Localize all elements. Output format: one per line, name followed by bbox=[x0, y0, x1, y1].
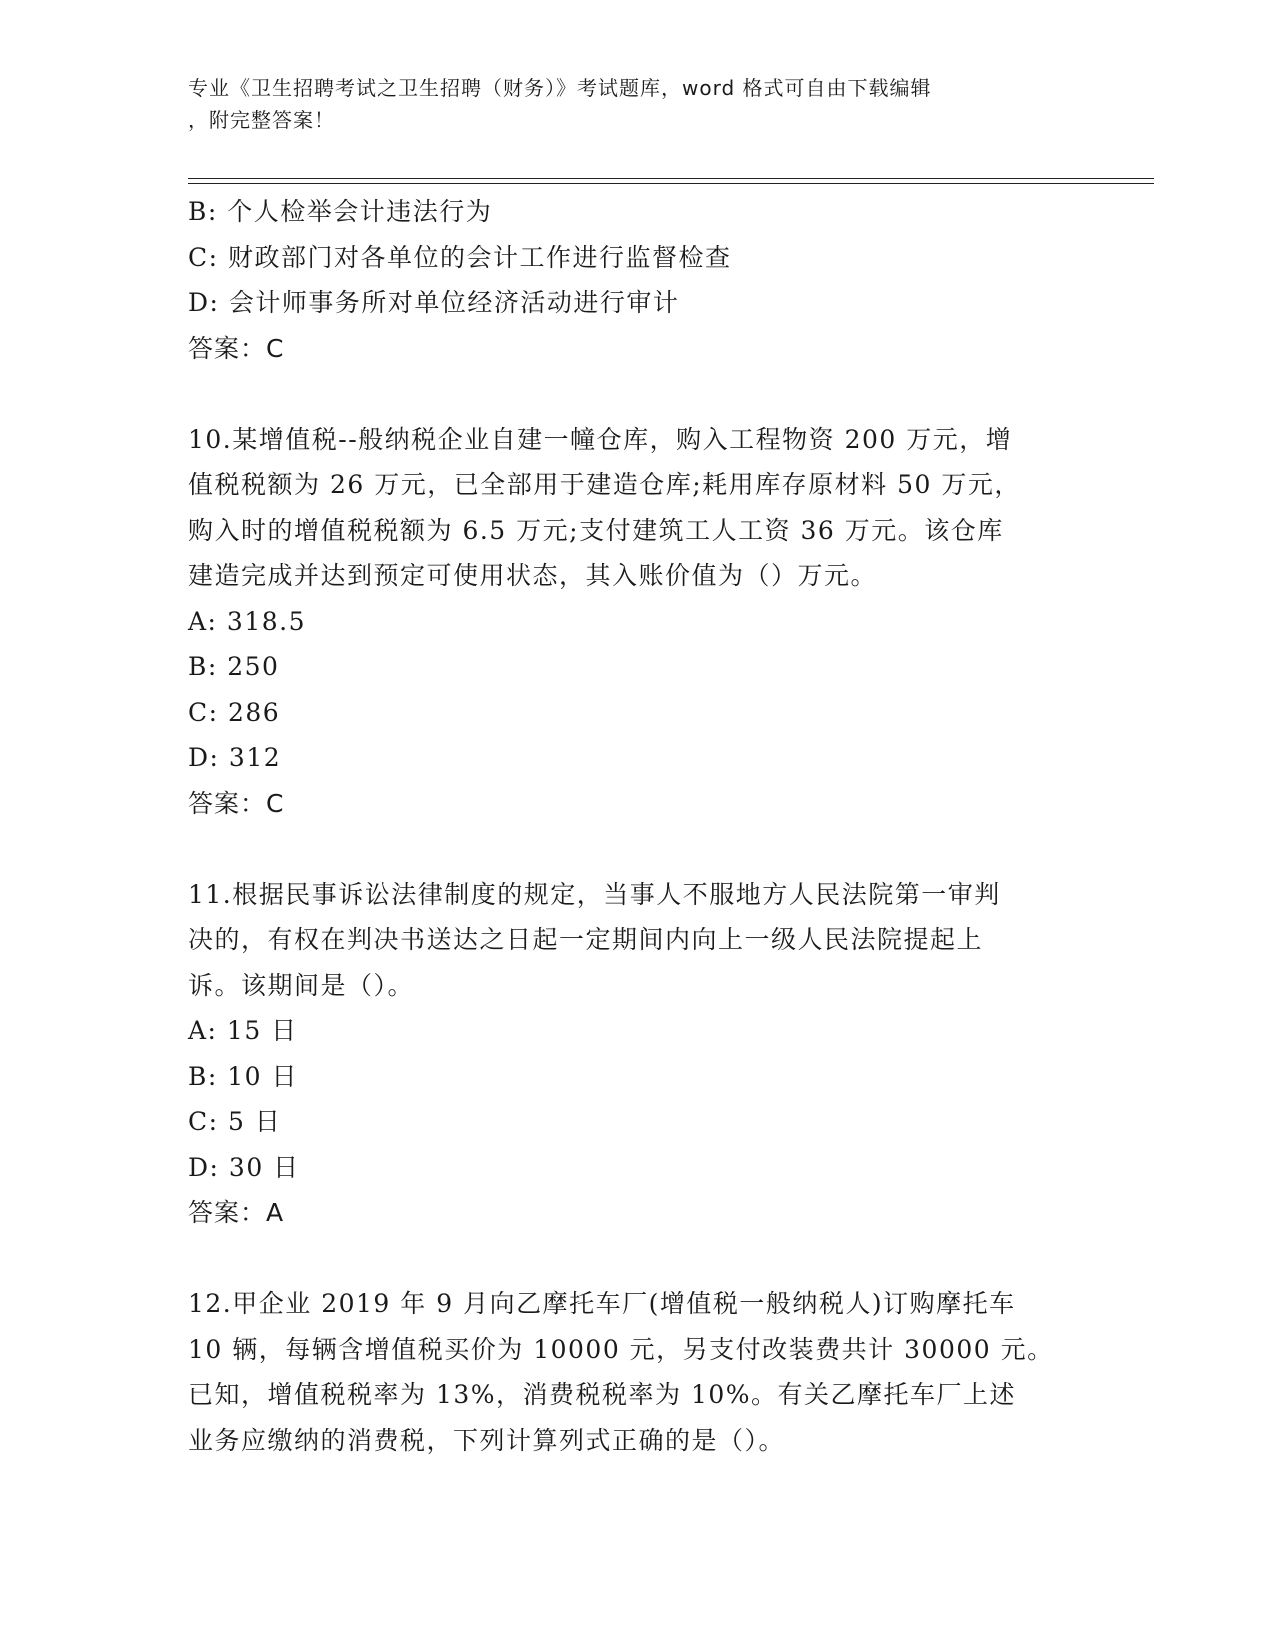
q11-stem-line: 诉。该期间是（）。 bbox=[188, 970, 415, 1000]
q12-stem-line: 已知，增值税税率为 13%，消费税税率为 10%。有关乙摩托车厂上述 bbox=[188, 1380, 1017, 1409]
spacer bbox=[188, 1236, 1088, 1282]
question-10 bbox=[188, 417, 1088, 827]
question-content bbox=[188, 189, 1088, 1463]
q10-answer: 答案：C bbox=[188, 788, 285, 818]
q10-stem-line: 10.某增值税--般纳税企业自建一幢仓库，购入工程物资 200 万元，增 bbox=[188, 424, 1013, 454]
q9-answer: 答案：C bbox=[188, 333, 285, 363]
q12-stem bbox=[188, 1281, 1088, 1463]
q9-option-d: D: 会计师事务所对单位经济活动进行审计 bbox=[188, 288, 680, 317]
q11-option-b: B: 10 日 bbox=[188, 1061, 298, 1091]
question-11 bbox=[188, 872, 1088, 1236]
header-line-2: ，附完整答案！ bbox=[188, 108, 335, 132]
question-12 bbox=[188, 1281, 1088, 1463]
q10-option-c: C: 286 bbox=[188, 697, 281, 727]
spacer bbox=[188, 371, 1088, 417]
q12-stem-line: 10 辆，每辆含增值税买价为 10000 元，另支付改装费共计 30000 元。 bbox=[188, 1334, 1054, 1364]
q10-option-d: D: 312 bbox=[188, 743, 282, 772]
q11-stem-line: 决的，有权在判决书送达之日起一定期间内向上一级人民法院提起上 bbox=[188, 925, 984, 954]
q9-option-c: C: 财政部门对各单位的会计工作进行监督检查 bbox=[188, 242, 732, 272]
q11-option-a: A: 15 日 bbox=[188, 1016, 298, 1045]
document-header bbox=[188, 72, 1088, 136]
header-rule-top bbox=[188, 178, 1154, 179]
q10-stem-line: 值税税额为 26 万元，已全部用于建造仓库;耗用库存原材料 50 万元， bbox=[188, 470, 1021, 499]
header-line-1: 专业《卫生招聘考试之卫生招聘（财务）》考试题库，word 格式可自由下载编辑 bbox=[188, 76, 932, 100]
q10-option-b: B: 250 bbox=[188, 652, 280, 681]
question-9-tail bbox=[188, 189, 1088, 371]
q9-option-b: B: 个人检举会计违法行为 bbox=[188, 197, 493, 226]
spacer bbox=[188, 826, 1088, 872]
q12-stem-line: 业务应缴纳的消费税，下列计算列式正确的是（）。 bbox=[188, 1425, 786, 1455]
q12-stem-line: 12.甲企业 2019 年 9 月向乙摩托车厂(增值税一般纳税人)订购摩托车 bbox=[188, 1289, 1016, 1318]
q10-stem bbox=[188, 417, 1088, 599]
q10-option-a: A: 318.5 bbox=[188, 606, 306, 636]
q11-stem-line: 11.根据民事诉讼法律制度的规定，当事人不服地方人民法院第一审判 bbox=[188, 879, 1001, 909]
q11-stem bbox=[188, 872, 1088, 1009]
q11-option-c: C: 5 日 bbox=[188, 1107, 282, 1136]
header-rule-bottom bbox=[188, 183, 1154, 184]
q10-stem-line: 建造完成并达到预定可使用状态，其入账价值为（）万元。 bbox=[188, 561, 878, 590]
q11-answer: 答案：A bbox=[188, 1198, 285, 1227]
q11-option-d: D: 30 日 bbox=[188, 1152, 300, 1182]
q10-stem-line: 购入时的增值税税额为 6.5 万元;支付建筑工人工资 36 万元。该仓库 bbox=[188, 515, 1004, 545]
